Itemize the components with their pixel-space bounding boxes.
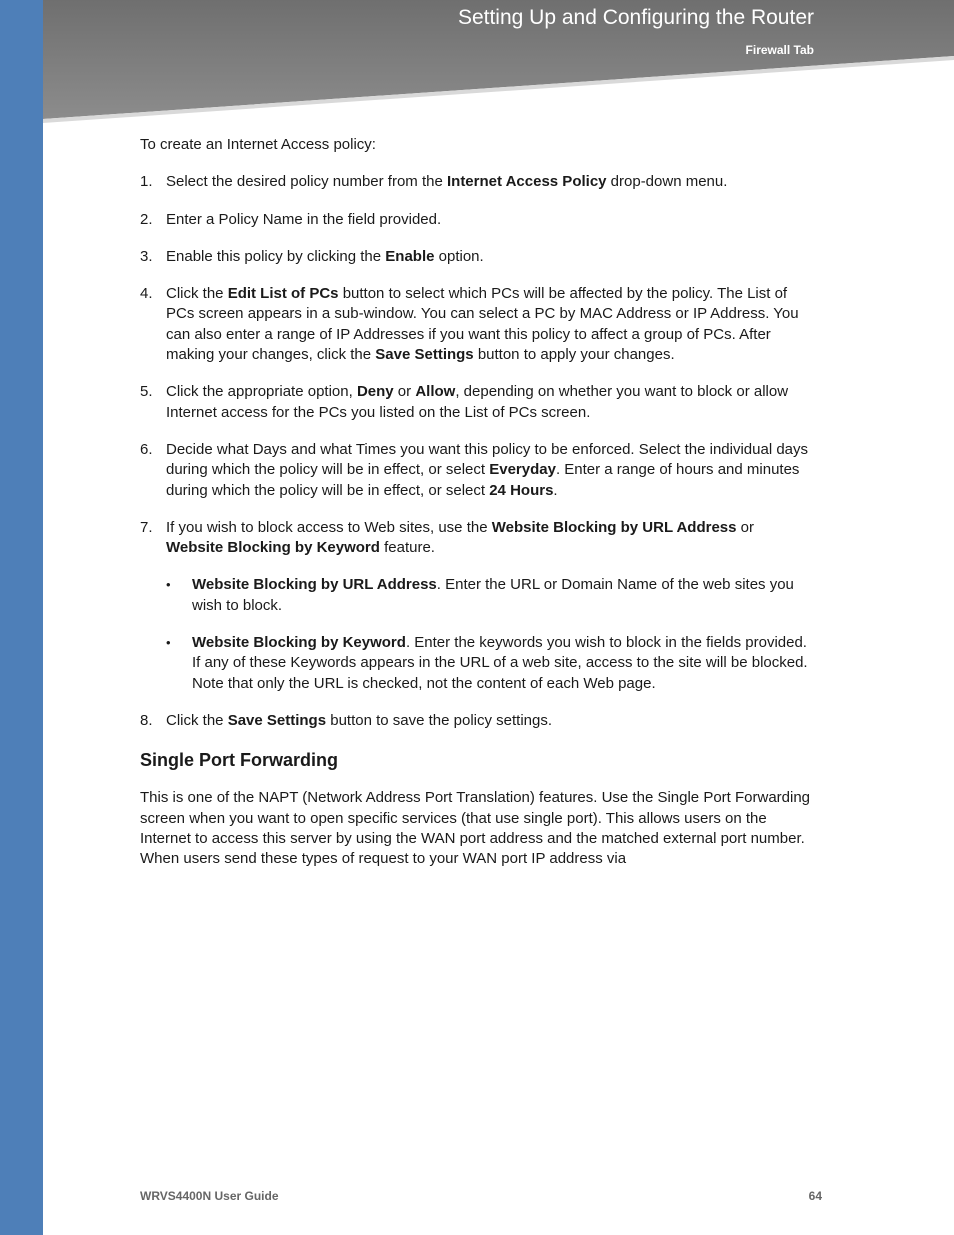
- step-text: Decide what Days and what Times you want this policy to be enforced. Select the individual days during which the policy will be in effect, or select: [166, 440, 809, 479]
- step-text: Click the appropriate option,: [166, 383, 357, 401]
- step-text: .: [553, 481, 558, 499]
- bullet-mark: •: [166, 577, 171, 593]
- step-number: 5.: [140, 383, 153, 401]
- footer-guide-title: WRVS4400N User Guide: [140, 1189, 279, 1203]
- step-text: or: [393, 383, 416, 401]
- ui-term: Save Settings: [227, 711, 327, 729]
- step-3: [140, 247, 815, 267]
- ui-term: Save Settings: [375, 346, 474, 364]
- bullet-text: . Enter the URL or Domain Name of the web sites you wish to block.: [192, 576, 794, 614]
- ui-term: Deny: [356, 383, 394, 401]
- step-5: [140, 382, 815, 423]
- intro-text: To create an Internet Access policy:: [140, 136, 376, 153]
- step-8: [140, 711, 815, 731]
- step-7: [140, 518, 815, 694]
- step-text: button to apply your changes.: [473, 346, 675, 364]
- step-2: [140, 210, 815, 230]
- page-content: [140, 135, 815, 869]
- step-text: Enable this policy by clicking the: [166, 247, 386, 265]
- step-text: drop-down menu.: [606, 173, 728, 191]
- ui-term: Website Blocking by URL Address: [192, 576, 437, 594]
- steps-list: [140, 172, 815, 731]
- ui-term: Website Blocking by Keyword: [192, 634, 406, 652]
- step-text: button to select which PCs will be affected by the policy. The List of PCs screen appears in a sub-window. You can select a PC by MAC Address or IP Address. You can also enter a range of IP Addresses if you want this policy to affect a group of PCs. After making your changes, click the: [166, 285, 799, 364]
- step-number: 7.: [140, 518, 153, 536]
- footer-page-number: 64: [808, 1189, 822, 1203]
- ui-term: Edit List of PCs: [227, 285, 339, 303]
- step-number: 8.: [140, 711, 153, 729]
- step-number: 1.: [140, 173, 153, 191]
- ui-term: Website Blocking by Keyword: [166, 539, 380, 557]
- ui-term: Enable: [385, 247, 435, 265]
- step-4: [140, 284, 815, 365]
- step-number: 6.: [140, 440, 153, 458]
- left-color-bar: [0, 0, 43, 1235]
- step-text: button to save the policy settings.: [326, 711, 553, 729]
- step-text: Enter a Policy Name in the field provided.: [166, 210, 442, 228]
- bullet-item: [166, 633, 815, 694]
- ui-term: Website Blocking by URL Address: [491, 518, 737, 536]
- bullet-item: [166, 575, 815, 616]
- header-title: Setting Up and Configuring the Router: [457, 6, 814, 29]
- step-text: option.: [434, 247, 484, 265]
- ui-term: 24 Hours: [489, 481, 554, 499]
- step-number: 4.: [140, 285, 153, 303]
- step-text: Click the: [166, 285, 228, 303]
- section-heading: Single Port Forwarding: [140, 750, 339, 771]
- step-text: . Enter a range of hours and minutes during which the policy will be in effect, or select: [166, 461, 800, 499]
- step-number: 2.: [140, 210, 153, 228]
- header-subtitle: Firewall Tab: [745, 43, 814, 57]
- ui-term: Internet Access Policy: [446, 173, 607, 191]
- step-text: feature.: [379, 539, 435, 557]
- section-body: This is one of the NAPT (Network Address Port Translation) features. Use the Single Port Forwarding screen when you want to open specific services (that use single port). This allows users on the Internet to access this server by using the WAN port address and the matched external port number. When users send these types of request to your WAN port IP address via: [140, 789, 811, 868]
- step-text: Select the desired policy number from the: [166, 173, 447, 191]
- step-6: [140, 440, 815, 501]
- header-band: [43, 0, 954, 125]
- bullet-list: [166, 575, 815, 693]
- ui-term: Allow: [415, 383, 456, 401]
- step-text: , depending on whether you want to block or allow Internet access for the PCs you listed on the List of PCs screen.: [166, 383, 789, 421]
- step-1: [140, 172, 815, 192]
- bullet-text: . Enter the keywords you wish to block in the fields provided. If any of these Keywords appears in the URL of a web site, access to the site will be blocked. Note that only the URL is checked, not the content of each Web page.: [192, 634, 808, 692]
- step-text: or: [736, 518, 755, 536]
- bullet-mark: •: [166, 635, 171, 651]
- step-text: Click the: [166, 711, 228, 729]
- ui-term: Everyday: [489, 461, 556, 479]
- step-text: If you wish to block access to Web sites, use the: [166, 518, 492, 536]
- step-number: 3.: [140, 247, 153, 265]
